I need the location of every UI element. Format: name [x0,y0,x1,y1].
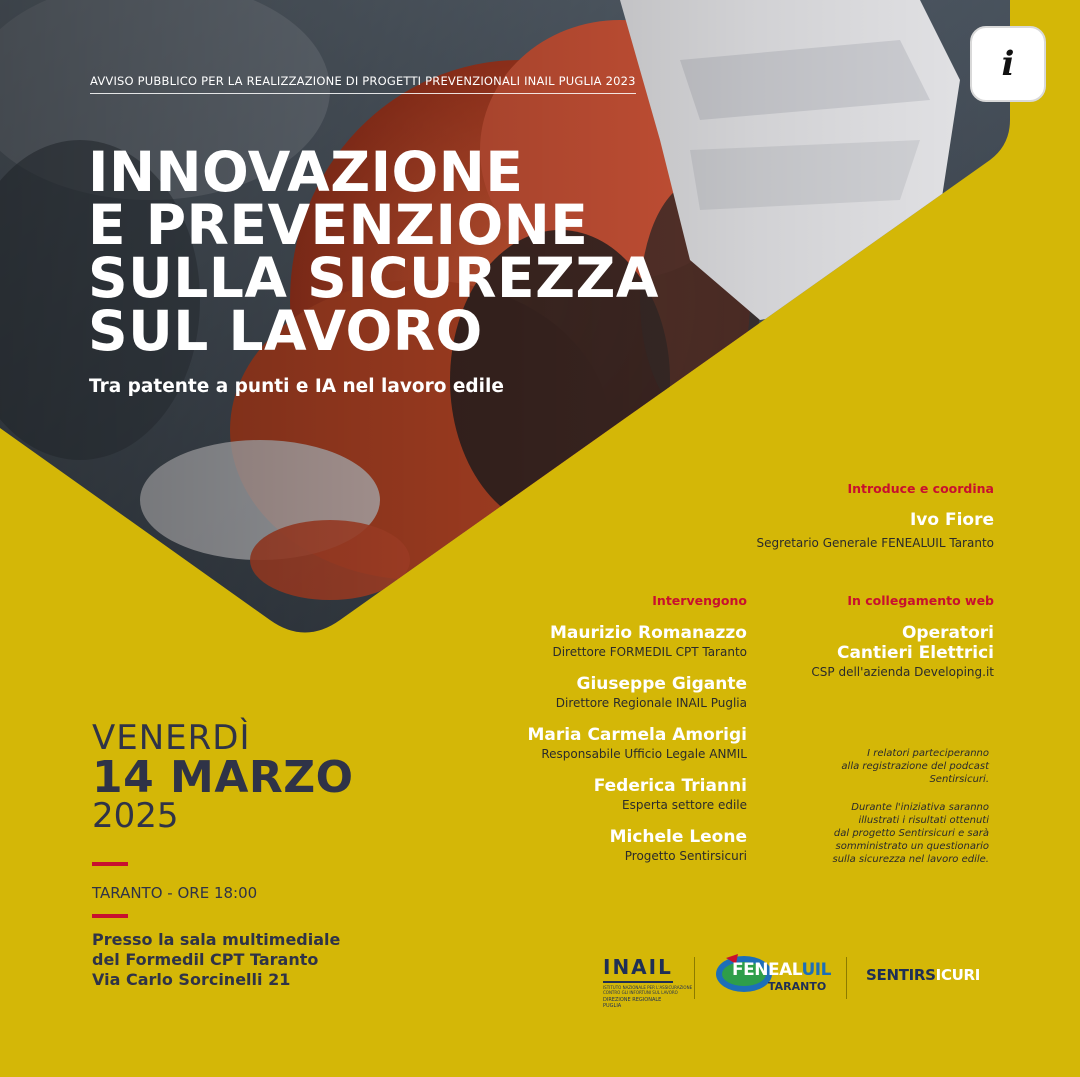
event-subtitle: Tra patente a punti e IA nel lavoro edile [89,376,504,397]
inail-logo-division [603,997,692,1009]
inail-fineprint-line: CONTRO GLI INFORTUNI SUL LAVORO [603,990,678,995]
title-line: E PREVENZIONE [88,193,589,257]
event-city-time: TARANTO - ORE 18:00 [92,884,258,902]
web-role: In collegamento web [847,593,994,608]
inail-logo-text: INAIL [603,955,673,979]
note-line: dal progetto Sentirsicuri e sarà [833,828,989,839]
logo-separator [694,957,695,999]
event-venue [92,930,340,990]
speaker-item [527,725,747,761]
inail-fineprint-line: ISTITUTO NAZIONALE PER L'ASSICURAZIONE [603,985,693,990]
inail-division-line: PUGLIA [603,1003,622,1009]
venue-line: del Formedil CPT Taranto [92,950,319,969]
speaker-item [527,776,747,812]
supertitle: AVVISO PUBBLICO PER LA REALIZZAZIONE DI PROGETTI PREVENZIONALI INAIL PUGLIA 2023 [90,74,636,94]
note-line: I relatori parteciperanno [867,748,989,759]
speaker-item [527,674,747,710]
inail-logo-fineprint [603,985,692,995]
note-line: illustrati i risultati ottenuti [858,815,989,826]
title-line: SULLA SICUREZZA [88,246,659,310]
note-line: sulla sicurezza nel lavoro edile. [832,854,989,865]
divider-dash [92,914,128,918]
event-title [88,140,659,363]
fenealuil-taranto: TARANTO [768,980,827,993]
web-block [811,593,994,679]
speakers-role: Intervengono [652,593,747,608]
title-line: SUL LAVORO [88,299,483,363]
inail-logo-rule [603,981,673,983]
speaker-desc: Responsabile Ufficio Legale ANMIL [541,747,747,761]
web-desc: CSP dell'azienda Developing.it [811,665,994,679]
web-name [811,623,994,663]
speaker-desc: Progetto Sentirsicuri [624,849,747,863]
speakers-block [527,593,747,863]
sentirsicuri-text-a: SENTIRS [866,966,936,984]
note-line: Sentirsicuri. [929,774,989,785]
sentirsicuri-text-b: ICURI [935,966,981,984]
speaker-name: Michele Leone [609,827,747,847]
info-icon: i [1001,44,1015,84]
note-line: somministrato un questionario [835,841,989,852]
note-line: Durante l'iniziativa saranno [851,802,989,813]
event-day: VENERDÌ [92,718,251,758]
coordinator-block [757,481,994,550]
speaker-desc: Esperta settore edile [622,798,747,812]
web-name-line: Cantieri Elettrici [836,643,994,663]
coordinator-name: Ivo Fiore [909,510,994,530]
inail-division-line: DIREZIONE REGIONALE [603,997,662,1003]
speaker-name: Maria Carmela Amorigi [527,725,747,745]
note-podcast [841,747,989,786]
coordinator-role: Introduce e coordina [847,481,994,496]
coordinator-desc: Segretario Generale FENEALUIL Taranto [756,536,994,550]
web-name-line: Operatori [901,623,994,643]
speaker-name: Federica Trianni [593,776,747,796]
event-year: 2025 [92,796,179,836]
fenealuil-logo-text [732,960,831,980]
speaker-desc: Direttore FORMEDIL CPT Taranto [552,645,747,659]
logo-separator [846,957,847,999]
title-line: INNOVAZIONE [88,140,524,204]
speaker-item [527,623,747,659]
inail-logo [603,955,692,1009]
speaker-item [527,827,747,863]
feneal-text: FENEAL [732,960,802,980]
fenealuil-logo [714,950,829,1000]
divider-dash [92,862,128,866]
speaker-name: Giuseppe Gigante [576,674,747,694]
venue-line: Presso la sala multimediale [92,930,341,949]
uil-text: UIL [801,960,831,980]
event-date: 14 MARZO [92,752,354,803]
note-line: alla registrazione del podcast [841,761,989,772]
note-initiative [833,801,990,866]
speaker-desc: Direttore Regionale INAIL Puglia [555,696,747,710]
info-button[interactable] [970,26,1046,102]
speaker-name: Maurizio Romanazzo [549,623,747,643]
sentirsicuri-logo [866,966,980,984]
venue-line: Via Carlo Sorcinelli 21 [92,970,291,989]
